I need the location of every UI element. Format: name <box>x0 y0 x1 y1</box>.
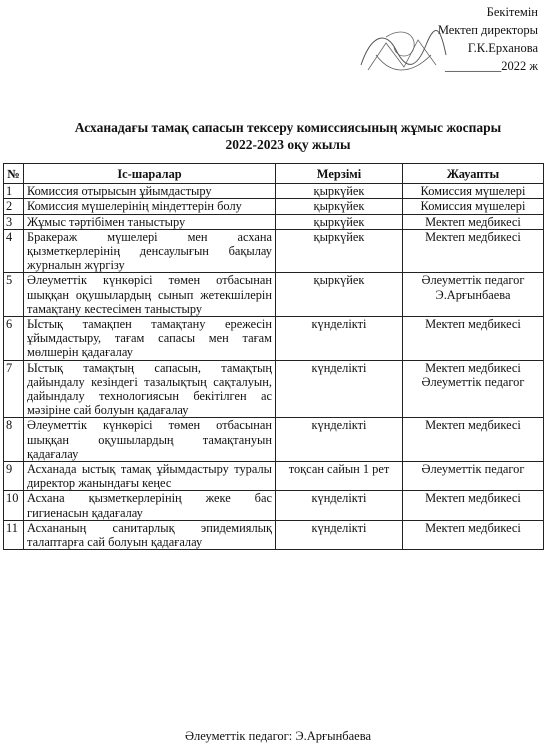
cell-activity: Асхананың санитарлық эпидемиялық талаптарға сай болуын қадағалау <box>24 520 276 549</box>
cell-responsible: Мектеп медбикесі Әлеуметтік педагог <box>403 360 544 418</box>
signature-text: Әлеуметтік педагог: Э.Арғынбаева <box>184 729 372 743</box>
cell-activity: Бракераж мүшелері мен асхана қызметкерлерінің денсаулығын бақылау журналын жүргізу <box>24 229 276 273</box>
cell-responsible: Әлеуметтік педагог Э.Арғынбаева <box>403 273 544 317</box>
table-row <box>4 214 544 229</box>
table-row <box>4 418 544 462</box>
cell-term: қыркүйек <box>276 199 403 214</box>
title-line-2: 2022-2023 оқу жылы <box>225 137 351 152</box>
header-term: Мерзімі <box>276 164 403 184</box>
table-header-row <box>4 164 544 184</box>
document-title <box>0 119 546 153</box>
table-row <box>4 317 544 361</box>
cell-responsible: Мектеп медбикесі <box>403 229 544 273</box>
header-responsible: Жауапты <box>403 164 544 184</box>
plan-table <box>3 163 544 550</box>
cell-term: күнделікті <box>276 520 403 549</box>
cell-activity: Ыстық тамақпен тамақтану ережесін ұйымдастыру, тағам сапасы мен тағам мөлшерін қадағалау <box>24 317 276 361</box>
cell-responsible: Мектеп медбикесі <box>403 491 544 520</box>
cell-number: 1 <box>4 184 24 199</box>
cell-term: қыркүйек <box>276 273 403 317</box>
cell-term: қыркүйек <box>276 229 403 273</box>
header-activity: Іс-шаралар <box>24 164 276 184</box>
cell-activity: Асханада ыстық тамақ ұйымдастыру туралы директор жанындағы кеңес <box>24 462 276 491</box>
signature-line <box>0 729 546 744</box>
table-row <box>4 184 544 199</box>
approval-line-4: _________2022 ж <box>444 59 538 73</box>
title-line-1: Асханадағы тамақ сапасын тексеру комиссиясының жұмыс жоспары <box>74 120 502 135</box>
cell-responsible: Мектеп медбикесі <box>403 520 544 549</box>
cell-responsible: Әлеуметтік педагог <box>403 462 544 491</box>
cell-number: 3 <box>4 214 24 229</box>
cell-activity: Ыстық тамақтың сапасын, тамақтың дайындалу кезіндегі тазалықтың сақталуын, дайындалу технологиясын бекітілген ас мәзіріне сай болуын қадағалау <box>24 360 276 418</box>
cell-responsible: Комиссия мүшелері <box>403 184 544 199</box>
approval-line-1: Бекітемін <box>486 5 538 19</box>
cell-term: күнделікті <box>276 418 403 462</box>
table-row <box>4 491 544 520</box>
table-row <box>4 199 544 214</box>
cell-term: қыркүйек <box>276 214 403 229</box>
cell-number: 11 <box>4 520 24 549</box>
table-row <box>4 273 544 317</box>
cell-number: 6 <box>4 317 24 361</box>
cell-activity: Комиссия мүшелерінің міндеттерін болу <box>24 199 276 214</box>
cell-responsible: Мектеп медбикесі <box>403 418 544 462</box>
cell-number: 4 <box>4 229 24 273</box>
cell-responsible: Мектеп медбикесі <box>403 214 544 229</box>
cell-activity: Әлеуметтік күнкөрісі төмен отбасынан шыққан оқушылардың тамақтануын қадағалау <box>24 418 276 462</box>
table-row <box>4 360 544 418</box>
cell-activity: Жұмыс тәртібімен таныстыру <box>24 214 276 229</box>
cell-number: 7 <box>4 360 24 418</box>
cell-number: 8 <box>4 418 24 462</box>
cell-term: күнделікті <box>276 360 403 418</box>
cell-term: күнделікті <box>276 491 403 520</box>
signature-scribble-icon <box>356 25 451 80</box>
cell-term: тоқсан сайын 1 рет <box>276 462 403 491</box>
cell-responsible: Комиссия мүшелері <box>403 199 544 214</box>
cell-activity: Әлеуметтік күнкөрісі төмен отбасынан шыққан оқушылардың сынып жетекшілерін тамақтану кестесімен таныстыру <box>24 273 276 317</box>
approval-line-3: Г.К.Ерханова <box>467 41 538 55</box>
cell-number: 5 <box>4 273 24 317</box>
cell-term: күнделікті <box>276 317 403 361</box>
cell-activity: Асхана қызметкерлерінің жеке бас гигиенасын қадағалау <box>24 491 276 520</box>
approval-line-2: Мектеп директоры <box>437 23 538 37</box>
cell-number: 2 <box>4 199 24 214</box>
cell-term: қыркүйек <box>276 184 403 199</box>
cell-responsible: Мектеп медбикесі <box>403 317 544 361</box>
table-row <box>4 520 544 549</box>
cell-number: 9 <box>4 462 24 491</box>
table-row <box>4 229 544 273</box>
table-row <box>4 462 544 491</box>
cell-activity: Комиссия отырысын ұйымдастыру <box>24 184 276 199</box>
header-number: № <box>4 164 24 184</box>
cell-number: 10 <box>4 491 24 520</box>
